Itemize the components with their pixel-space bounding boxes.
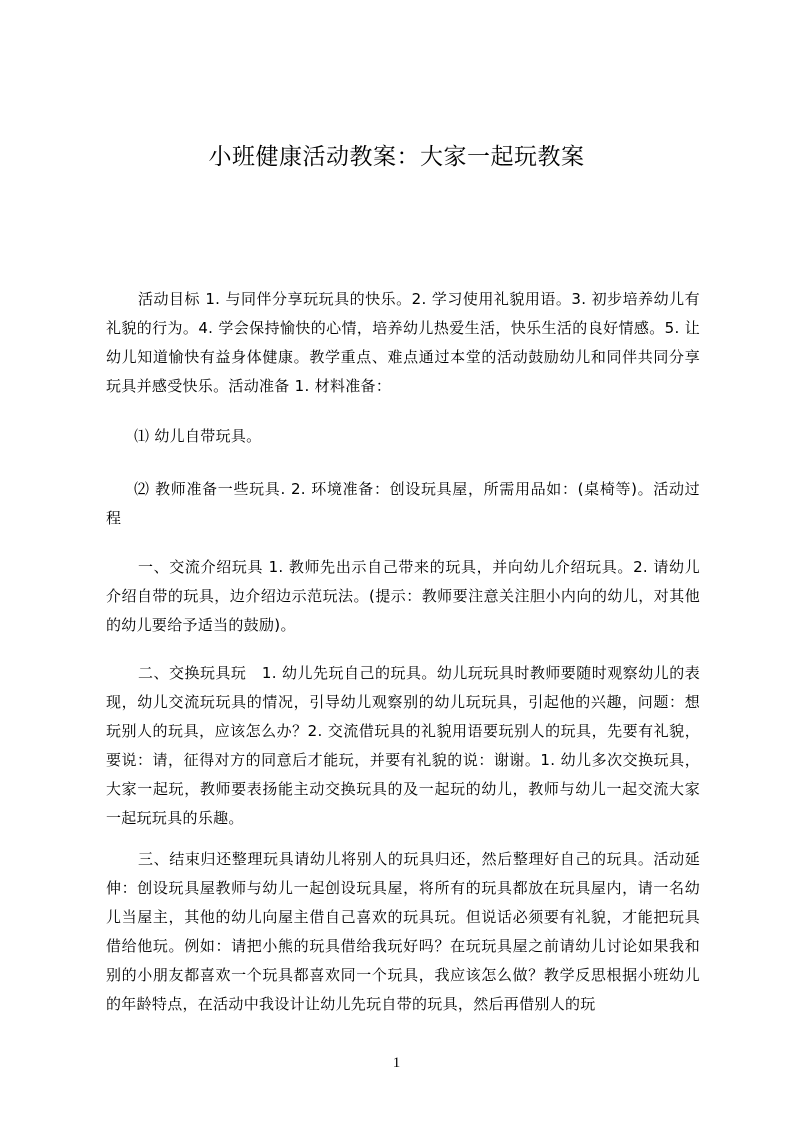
paragraph-material-2: ⑵ 教师准备一些玩具. 2. 环境准备：创设玩具屋，所需用品如：(桌椅等)。活动过程 xyxy=(106,480,700,527)
paragraph-section-1: 一、交流介绍玩具 1. 教师先出示自己带来的玩具，并向幼儿介绍玩具。2. 请幼儿介绍自带的玩具，边介绍边示范玩法。(提示：教师要注意关注胆小内向的幼儿，对其他的幼儿要给予适当的鼓励)。 xyxy=(106,558,700,634)
page-number: 1 xyxy=(392,1055,401,1071)
paragraph-activity-goals: 活动目标 1. 与同伴分享玩玩具的快乐。2. 学习使用礼貌用语。3. 初步培养幼儿有礼貌的行为。4. 学会保持愉快的心情，培养幼儿热爱生活，快乐生活的良好情感。5. 让幼儿知道愉快有益身体健康。教学重点、难点通过本堂的活动鼓励幼儿和同伴共同分享玩具并感受快乐。活动准备 1. 材料准备： xyxy=(106,290,700,395)
paragraph-section-3: 三、结束归还整理玩具请幼儿将别人的玩具归还，然后整理好自己的玩具。活动延伸：创设玩具屋教师与幼儿一起创设玩具屋，将所有的玩具都放在玩具屋内，请一名幼儿当屋主，其他的幼儿向屋主借自己喜欢的玩具玩。但说话必须要有礼貌，才能把玩具借给他玩。例如：请把小熊的玩具借给我玩好吗？在玩玩具屋之前请幼儿讨论如果我和别的小朋友都喜欢一个玩具都喜欢同一个玩具，我应该怎么做？教学反思根据小班幼儿的年龄特点，在活动中我设计让幼儿先玩自带的玩具，然后再借别人的玩 xyxy=(106,850,700,1013)
document-title: 小班健康活动教案：大家一起玩教案 xyxy=(208,144,585,170)
paragraph-material-1: ⑴ 幼儿自带玩具。 xyxy=(134,427,262,445)
paragraph-section-2: 二、交换玩具玩 1. 幼儿先玩自己的玩具。幼儿玩玩具时教师要随时观察幼儿的表现，幼儿交流玩玩具的情况，引导幼儿观察别的幼儿玩玩具，引起他的兴趣，问题：想玩别人的玩具，应该怎么办？2. 交流借玩具的礼貌用语要玩别人的玩具，先要有礼貌，要说：请，征得对方的同意后才能玩，并要有礼貌的说：谢谢。1. 幼儿多次交换玩具，大家一起玩，教师要表扬能主动交换玩具的及一起玩的幼儿，教师与幼儿一起交流大家一起玩玩具的乐趣。 xyxy=(106,664,700,827)
